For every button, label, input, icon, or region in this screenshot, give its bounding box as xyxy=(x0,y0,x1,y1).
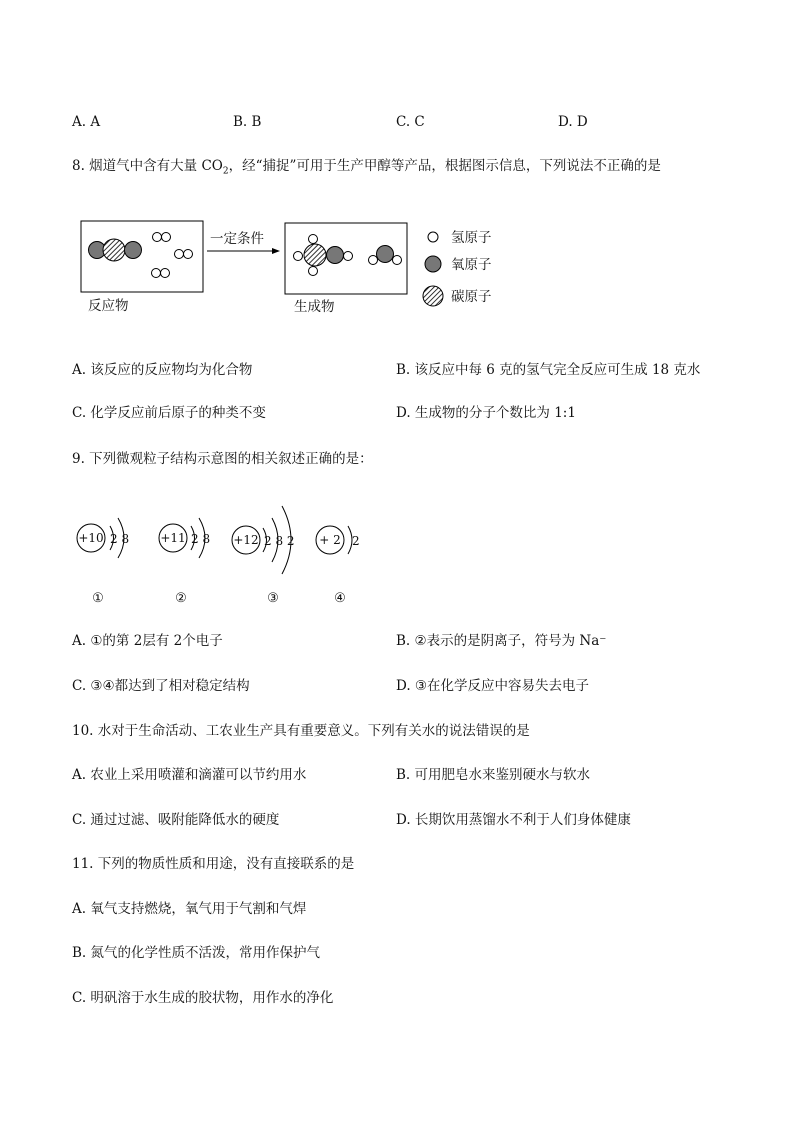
oxygen-atom xyxy=(377,246,394,263)
hydrogen-atom xyxy=(162,233,171,242)
q8-option-c: C. 化学反应前后原子的种类不变 xyxy=(72,405,266,421)
q8-reaction-diagram xyxy=(70,210,530,325)
q9-option-a: A. ①的第 2层有 2个电子 xyxy=(72,633,223,649)
hydrogen-atom xyxy=(161,269,170,278)
hydrogen-atom xyxy=(294,252,303,261)
shells-1: 2 8 xyxy=(110,532,130,546)
arrow-head xyxy=(272,248,280,254)
legend-oxygen-label: 氧原子 xyxy=(451,257,492,273)
q8-stem xyxy=(72,157,661,181)
q10-option-b: B. 可用肥皂水来鉴别硬水与软水 xyxy=(396,767,591,783)
hydrogen-atom xyxy=(369,256,378,265)
legend-oxygen-icon xyxy=(425,256,441,272)
legend-carbon-icon xyxy=(423,286,443,306)
q9-stem: 9. 下列微观粒子结构示意图的相关叙述正确的是： xyxy=(72,451,373,467)
q10-option-d: D. 长期饮用蒸馏水不利于人们身体健康 xyxy=(396,812,631,828)
hydrogen-atom xyxy=(152,269,161,278)
q11-option-c: C. 明矾溶于水生成的胶状物，用作水的净化 xyxy=(72,990,334,1006)
q7-option-b: B. B xyxy=(233,114,262,130)
carbon-atom xyxy=(304,244,326,266)
shells-4: 2 xyxy=(352,534,360,548)
oxygen-atom xyxy=(327,247,344,264)
q8-option-b: B. 该反应中每 6 克的氢气完全反应可生成 18 克水 xyxy=(396,362,701,378)
hydrogen-atom xyxy=(153,233,162,242)
hydrogen-atom xyxy=(175,250,184,259)
carbon-atom xyxy=(103,239,125,261)
shells-2: 2 8 xyxy=(191,532,211,546)
legend-hydrogen-label: 氢原子 xyxy=(451,230,492,246)
label-3: ③ xyxy=(267,591,279,606)
arrow-label: 一定条件 xyxy=(210,231,264,247)
nucleus-1-charge: +10 xyxy=(78,531,104,545)
reactants-label: 反应物 xyxy=(88,298,129,314)
q9-option-b: B. ②表示的是阴离子，符号为 Na⁻ xyxy=(396,633,607,649)
products-label: 生成物 xyxy=(294,299,335,315)
q7-option-c: C. C xyxy=(396,114,425,130)
q8-stem-subscript: 2 xyxy=(222,166,229,177)
oxygen-atom xyxy=(125,242,142,259)
hydrogen-atom xyxy=(309,267,318,276)
q9-option-c: C. ③④都达到了相对稳定结构 xyxy=(72,678,250,694)
hydrogen-atom xyxy=(184,250,193,259)
legend-hydrogen-icon xyxy=(428,232,438,242)
q8-stem-after: ，经“捕捉”可用于生产甲醇等产品，根据图示信息，下列说法不正确的是 xyxy=(228,158,661,174)
q10-option-c: C. 通过过滤、吸附能降低水的硬度 xyxy=(72,812,280,828)
label-1: ① xyxy=(92,591,104,606)
hydrogen-atom xyxy=(309,235,318,244)
q7-option-a: A. A xyxy=(72,114,101,130)
q11-option-a: A. 氧气支持燃烧，氧气用于气割和气焊 xyxy=(72,901,307,917)
nucleus-4-charge: + 2 xyxy=(319,533,341,547)
q11-stem: 11. 下列的物质性质和用途，没有直接联系的是 xyxy=(72,856,355,872)
q11-option-b: B. 氮气的化学性质不活泼，常用作保护气 xyxy=(72,945,321,961)
hydrogen-atom xyxy=(393,256,402,265)
hydrogen-atom xyxy=(344,252,353,261)
legend-carbon-label: 碳原子 xyxy=(451,289,492,305)
q10-option-a: A. 农业上采用喷灌和滴灌可以节约用水 xyxy=(72,767,307,783)
nucleus-2-charge: +11 xyxy=(160,531,186,545)
q9-atom-diagrams xyxy=(60,490,380,610)
q8-stem-before: 8. 烟道气中含有大量 CO xyxy=(72,158,223,174)
q9-option-d: D. ③在化学反应中容易失去电子 xyxy=(396,678,590,694)
nucleus-3-charge: +12 xyxy=(233,533,259,547)
q8-option-d: D. 生成物的分子个数比为 1:1 xyxy=(396,405,576,421)
q8-option-a: A. 该反应的反应物均为化合物 xyxy=(72,362,253,378)
label-2: ② xyxy=(175,591,187,606)
q7-option-d: D. D xyxy=(558,114,588,130)
q10-stem: 10. 水对于生命活动、工农业生产具有重要意义。下列有关水的说法错误的是 xyxy=(72,723,530,739)
shells-3: 2 8 2 xyxy=(264,534,295,548)
label-4: ④ xyxy=(334,591,346,606)
